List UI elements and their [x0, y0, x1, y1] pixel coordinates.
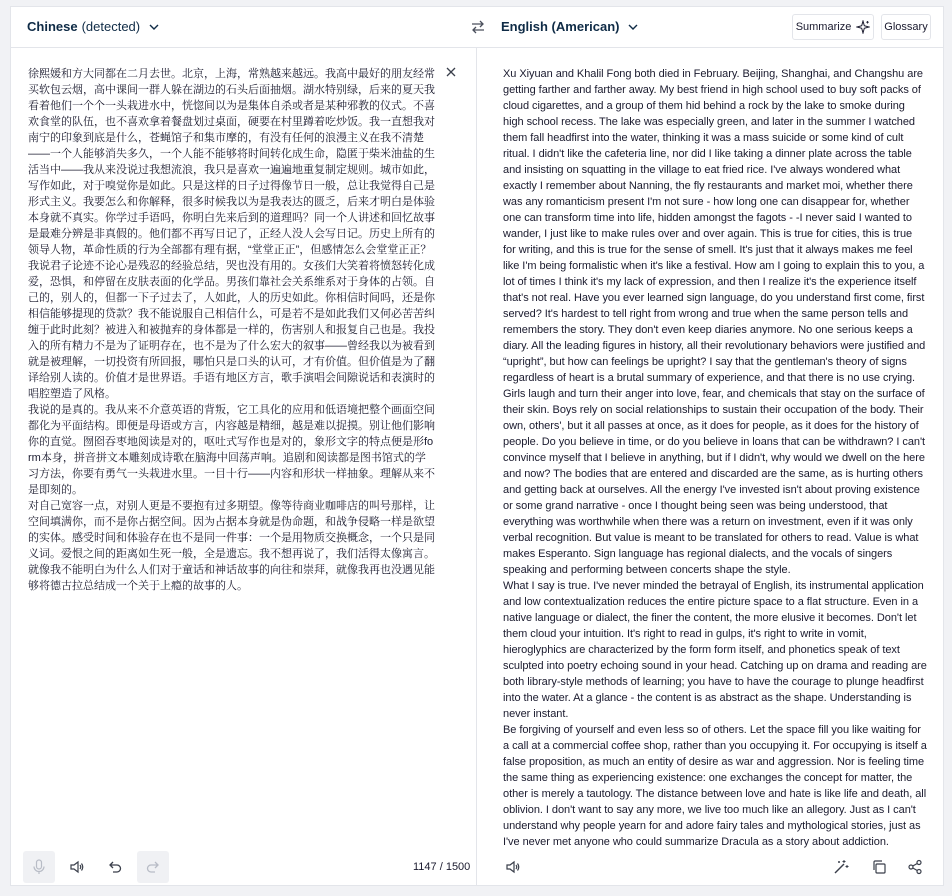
microphone-icon — [32, 859, 46, 875]
target-language-label: English (American) — [501, 19, 620, 34]
sparkle-icon — [856, 20, 870, 34]
improve-writing-button[interactable] — [825, 851, 857, 883]
copy-icon — [871, 859, 887, 875]
microphone-button[interactable] — [23, 851, 55, 883]
source-text-input[interactable]: 徐熙媛和方大同都在二月去世。北京，上海，常熟越来越远。我高中最好的朋友经常买软包云烟，高中课间一群人躲在湖边的石头后面抽烟。湖水特别绿，后来的夏天我看着他们一个个一头栽进水中，恍惚间以为是集体自杀或者是某种邪教的仪式。不喜欢食堂的队伍，也不喜欢拿着餐盘划过桌面，硬要在村里蹲着吃炒饭。我一直想我对南宁的印象到底是什么，苍蝇馆子和集市摩的，有没有任何的浪漫主义在我不清楚——一个人能够消失多久，一个人能不能够将时间转化成生命，隐匿于柴米油盐的生活当中——我从来没说过我想流浪，我只是喜欢一遍遍地重复制定规则。城市如此，写作如此，对于嗅觉你是如此。只是这样的日子过得像节日一般，总让我觉得自己是形式主义。我要怎么和你解释，很多时候我以为是我表达的匮乏，后来才明白是体验本身就不真实。你学过手语吗，你明白先来后到的道理吗？同一个人讲述和回忆故事是最难分辨是非真假的。他们都不再写日记了，正经人没人会写日记。历史上所有的领导人物，革命性质的行为全部都有理有据，“堂堂正正”，但感情怎么会堂堂正正？我说君子论迹不论心是残忍的经验总结，哭也没有用的。女孩们大笑着将愤怒转化成爱，恐惧，和停留在皮肤表面的化学品。男孩们靠社会关系维系对于身体的占领。自己的，别人的，但都一下子过去了，人如此，人的历史如此。你相信时间吗，还是你相信能够提现的贷款？我不能说服自己相信什么，可是若不是如此我们又何必苦苦纠缠于此时此刻？被进入和被抛弃的身体都是一样的，伤害别人和报复自己也是。我投入的所有精力不是为了证明存在，也不是为了什么宏大的叙事——曾经我以为被看到就是被理解，一切投资有所回报，哪怕只是口头的认可，才有价值。但价值是为了翻译给别人读的。价值才是世界语。手语有地区方言，歌手演唱会间隙说话和表演时的唱腔塑造了风格。 我说的是真的。我从来不介意英语的背叛，它工具化的应用和低语境把整个画面空间都化为平面结构。即便是母语或方言，内容越是精细，越是难以捉摸。别让他们影响你的直觉。囫囵吞枣地阅读是对的，呕吐式写作也是对的，象形文字的特点便是形form本身，拼音拼文本雕刻成诗歌在脑海中回荡声响。追剧和阅读都是图书馆式的学习方法，你要有勇气一头栽进水里。一目十行——内容和形状一样抽象。理解从来不是即刻的。 对自己宽容一点，对别人更是不要抱有过多期望。像等待商业咖啡店的叫号那样，让空间填满你，而不是你占据空间。因为占据本身就是伪命题，和战争侵略一样是欲望的实体。感受时间和体验存在也不是同一件事：一个是用物质交换概念，一个只是同义词。爱恨之间的距离如生死一般，全是遗忘。我不想再说了，我们活得太像寓言。就像我不能明白为什么人们对于童话和神话故事的向往和崇拜，就像我再也没遇见能够将德古拉总结成一个关于上瘾的故事的人。 — [28, 68, 435, 592]
target-language-selector[interactable] — [501, 19, 639, 34]
share-button[interactable] — [899, 851, 931, 883]
character-count: 1147 / 1500 — [413, 861, 471, 873]
chevron-down-icon — [148, 21, 160, 33]
language-bar — [11, 7, 943, 48]
source-language-selector[interactable] — [27, 19, 160, 34]
source-language-label: Chinese — [27, 19, 78, 34]
source-listen-button[interactable] — [61, 851, 93, 883]
speaker-icon — [69, 859, 85, 875]
summarize-button[interactable] — [792, 14, 874, 40]
glossary-label: Glossary — [884, 21, 928, 33]
swap-icon[interactable] — [469, 18, 487, 36]
copy-button[interactable] — [863, 851, 895, 883]
translated-text-output: Xu Xiyuan and Khalil Fong both died in February. Beijing, Shanghai, and Changshu are getting farther and farther away. My best friend in high school used to buy soft packs of cloud cigarettes, and a group of them hid behind a rock by the lake to smoke during high school recess. The lake was especially green, and later in the summer I watched them fall headfirst into the water, thinking it was a mass suicide or some kind of cult ritual. I didn't like the cafeteria line, nor did I like taking a dinner plate across the table and insisting on squatting in the village to eat fried rice. I've always wondered what exactly I remember about Nanning, the fly restaurants and market moi, whether there was any romanticism present I'm not sure - how long one can disappear for, whether one can transform time into life, hidden amongst the fagots - -I never said I wanted to wander, I just like to make rules over and over again. This is true for cities, this is true for writing, and this is true for the sense of smell. It's just that it always makes me feel like I'm being formalistic when it's like a festival. How am I going to explain this to you, a lot of times I think it's my lack of expression, and then I realize it's the experience itself that's not real. Have you ever learned sign language, do you understand first come, first served? It's hardest to tell right from wrong and true when the same person tells and remembers the story. They don't even keep diaries anymore. No one serious keeps a diary. All the leading figures in history, all their revolutionary behaviors were justified and “upright”, but how can feelings be upright? I say that the gentleman's theory of signs regardless of heart is a brutal summary of experience, and that there is no use crying. Girls laugh and turn their anger into love, fear, and chemicals that stay on the surface of their skin. Boys rely on social relationships to sustain their occupation of the body. Their own, others', but it all passes at once, as it does for people, as it does for the history of people. Do you believe in time, or do you believe in loans that can be withdrawn? I can't convince myself that I believe in anything, but if I didn't, why would we dwell on the here and now? The bodies that are entered and discarded are the same, as is hurting others and getting back at ourselves. All the energy I've invested isn't about proving existence or some grand narrative - once I thought being seen was being understood, that everything was worthwhile when there was a return on investment, even if it was only verbal recognition. But value is meant to be translated for others to read. Value is what makes Esperanto. Sign language has regional dialects, and the vocals of singers speaking and performing between concerts shape the style. What I say is true. I've never minded the betrayal of English, its instrumental application and low contextualization reduces the entire picture space to a flat structure. Even in a native language or dialect, the finer the content, the more elusive it becomes. Don't let them cloud your intuition. It's right to read in gulps, it's right to write in vomit, hieroglyphics are characterized by the form form itself, and phonetics speak of text sculpted into poetry echoing sound in your head. Catching up on drama and reading are both library-style methods of learning; you have to have the courage to plunge headfirst into the water. At a glance - the content is as abstract as the shape. Understanding is never instant. Be forgiving of yourself and even less so of others. Let the space fill you like waiting for a call at a commercial coffee shop, rather than you occupying it. For occupying is itself a false proposition, as much an entity of desire as war and aggression. Nor is feeling time the same thing as experiencing existence: one exchanges the concept for matter, the other is merely a tautology. The distance between love and hate is like life and death, all oblivion. I don't want to say any more, we live too much like an allegory. Just as I can't understand why people yearn for and adore fairy tales and mythological stories, just as I've never met anyone who could summarize Dracula as a story about addiction. — [503, 68, 927, 848]
target-listen-button[interactable] — [497, 851, 529, 883]
chevron-down-icon — [627, 21, 639, 33]
glossary-button[interactable] — [881, 14, 931, 40]
pane-divider — [476, 47, 477, 885]
redo-icon — [145, 859, 161, 875]
detected-label: (detected) — [81, 19, 141, 34]
magic-wand-icon — [833, 859, 849, 875]
close-icon[interactable] — [445, 66, 457, 78]
undo-button[interactable] — [99, 851, 131, 883]
share-icon — [907, 859, 923, 875]
translator-window — [10, 6, 944, 886]
redo-button[interactable] — [137, 851, 169, 883]
speaker-icon — [505, 859, 521, 875]
undo-icon — [107, 859, 123, 875]
summarize-label: Summarize — [795, 21, 852, 33]
